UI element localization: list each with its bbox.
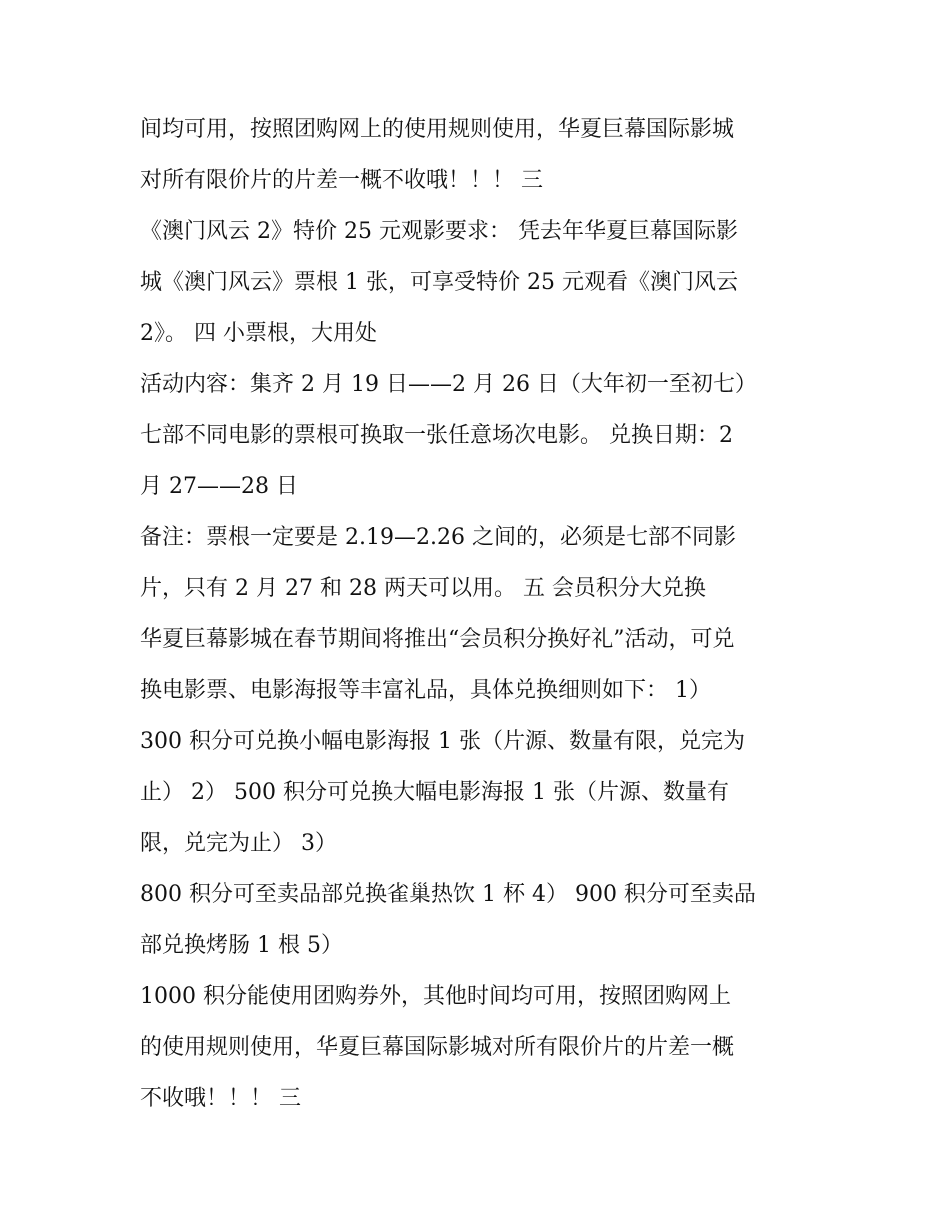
text-line-6: 活动内容：集齐 2 月 19 日——2 月 26 日（大年初一至初七） (140, 372, 757, 397)
text-line-18: 1000 积分能使用团购券外，其他时间均可用，按照团购网上 (140, 984, 731, 1009)
body-text (140, 104, 820, 1124)
text-line-2: 对所有限价片的片差一概不收哦！！！ 三 (140, 168, 543, 193)
text-line-14: 止） 2） 500 积分可兑换大幅电影海报 1 张（片源、数量有 (140, 780, 729, 805)
text-line-1: 间均可用，按照团购网上的使用规则使用，华夏巨幕国际影城 (140, 117, 735, 142)
text-line-15: 限，兑完为止） 3） (140, 831, 337, 856)
text-line-19: 的使用规则使用，华夏巨幕国际影城对所有限价片的片差一概 (140, 1035, 735, 1060)
text-line-11: 华夏巨幕影城在春节期间将推出“会员积分换好礼”活动，可兑 (140, 627, 735, 652)
text-line-13: 300 积分可兑换小幅电影海报 1 张（片源、数量有限，兑完为 (140, 729, 745, 754)
text-line-8: 月 27——28 日 (140, 474, 298, 499)
text-line-5: 2》。 四 小票根，大用处 (140, 321, 377, 346)
text-line-4: 城《澳门风云》票根 1 张，可享受特价 25 元观看《澳门风云 (140, 270, 738, 295)
text-line-7: 七部不同电影的票根可换取一张任意场次电影。 兑换日期：2 (140, 423, 733, 448)
text-line-20: 不收哦！！！ 三 (140, 1086, 301, 1111)
text-line-12: 换电影票、电影海报等丰富礼品，具体兑换细则如下： 1） (140, 678, 711, 703)
text-line-3: 《澳门风云 2》特价 25 元观影要求： 凭去年华夏巨幕国际影 (140, 219, 738, 244)
text-line-9: 备注：票根一定要是 2.19—2.26 之间的，必须是七部不同影 (140, 525, 736, 550)
text-line-16: 800 积分可至卖品部兑换雀巢热饮 1 杯 4） 900 积分可至卖品 (140, 882, 756, 907)
text-line-10: 片，只有 2 月 27 和 28 两天可以用。 五 会员积分大兑换 (140, 576, 706, 601)
text-line-17: 部兑换烤肠 1 根 5） (140, 933, 343, 958)
